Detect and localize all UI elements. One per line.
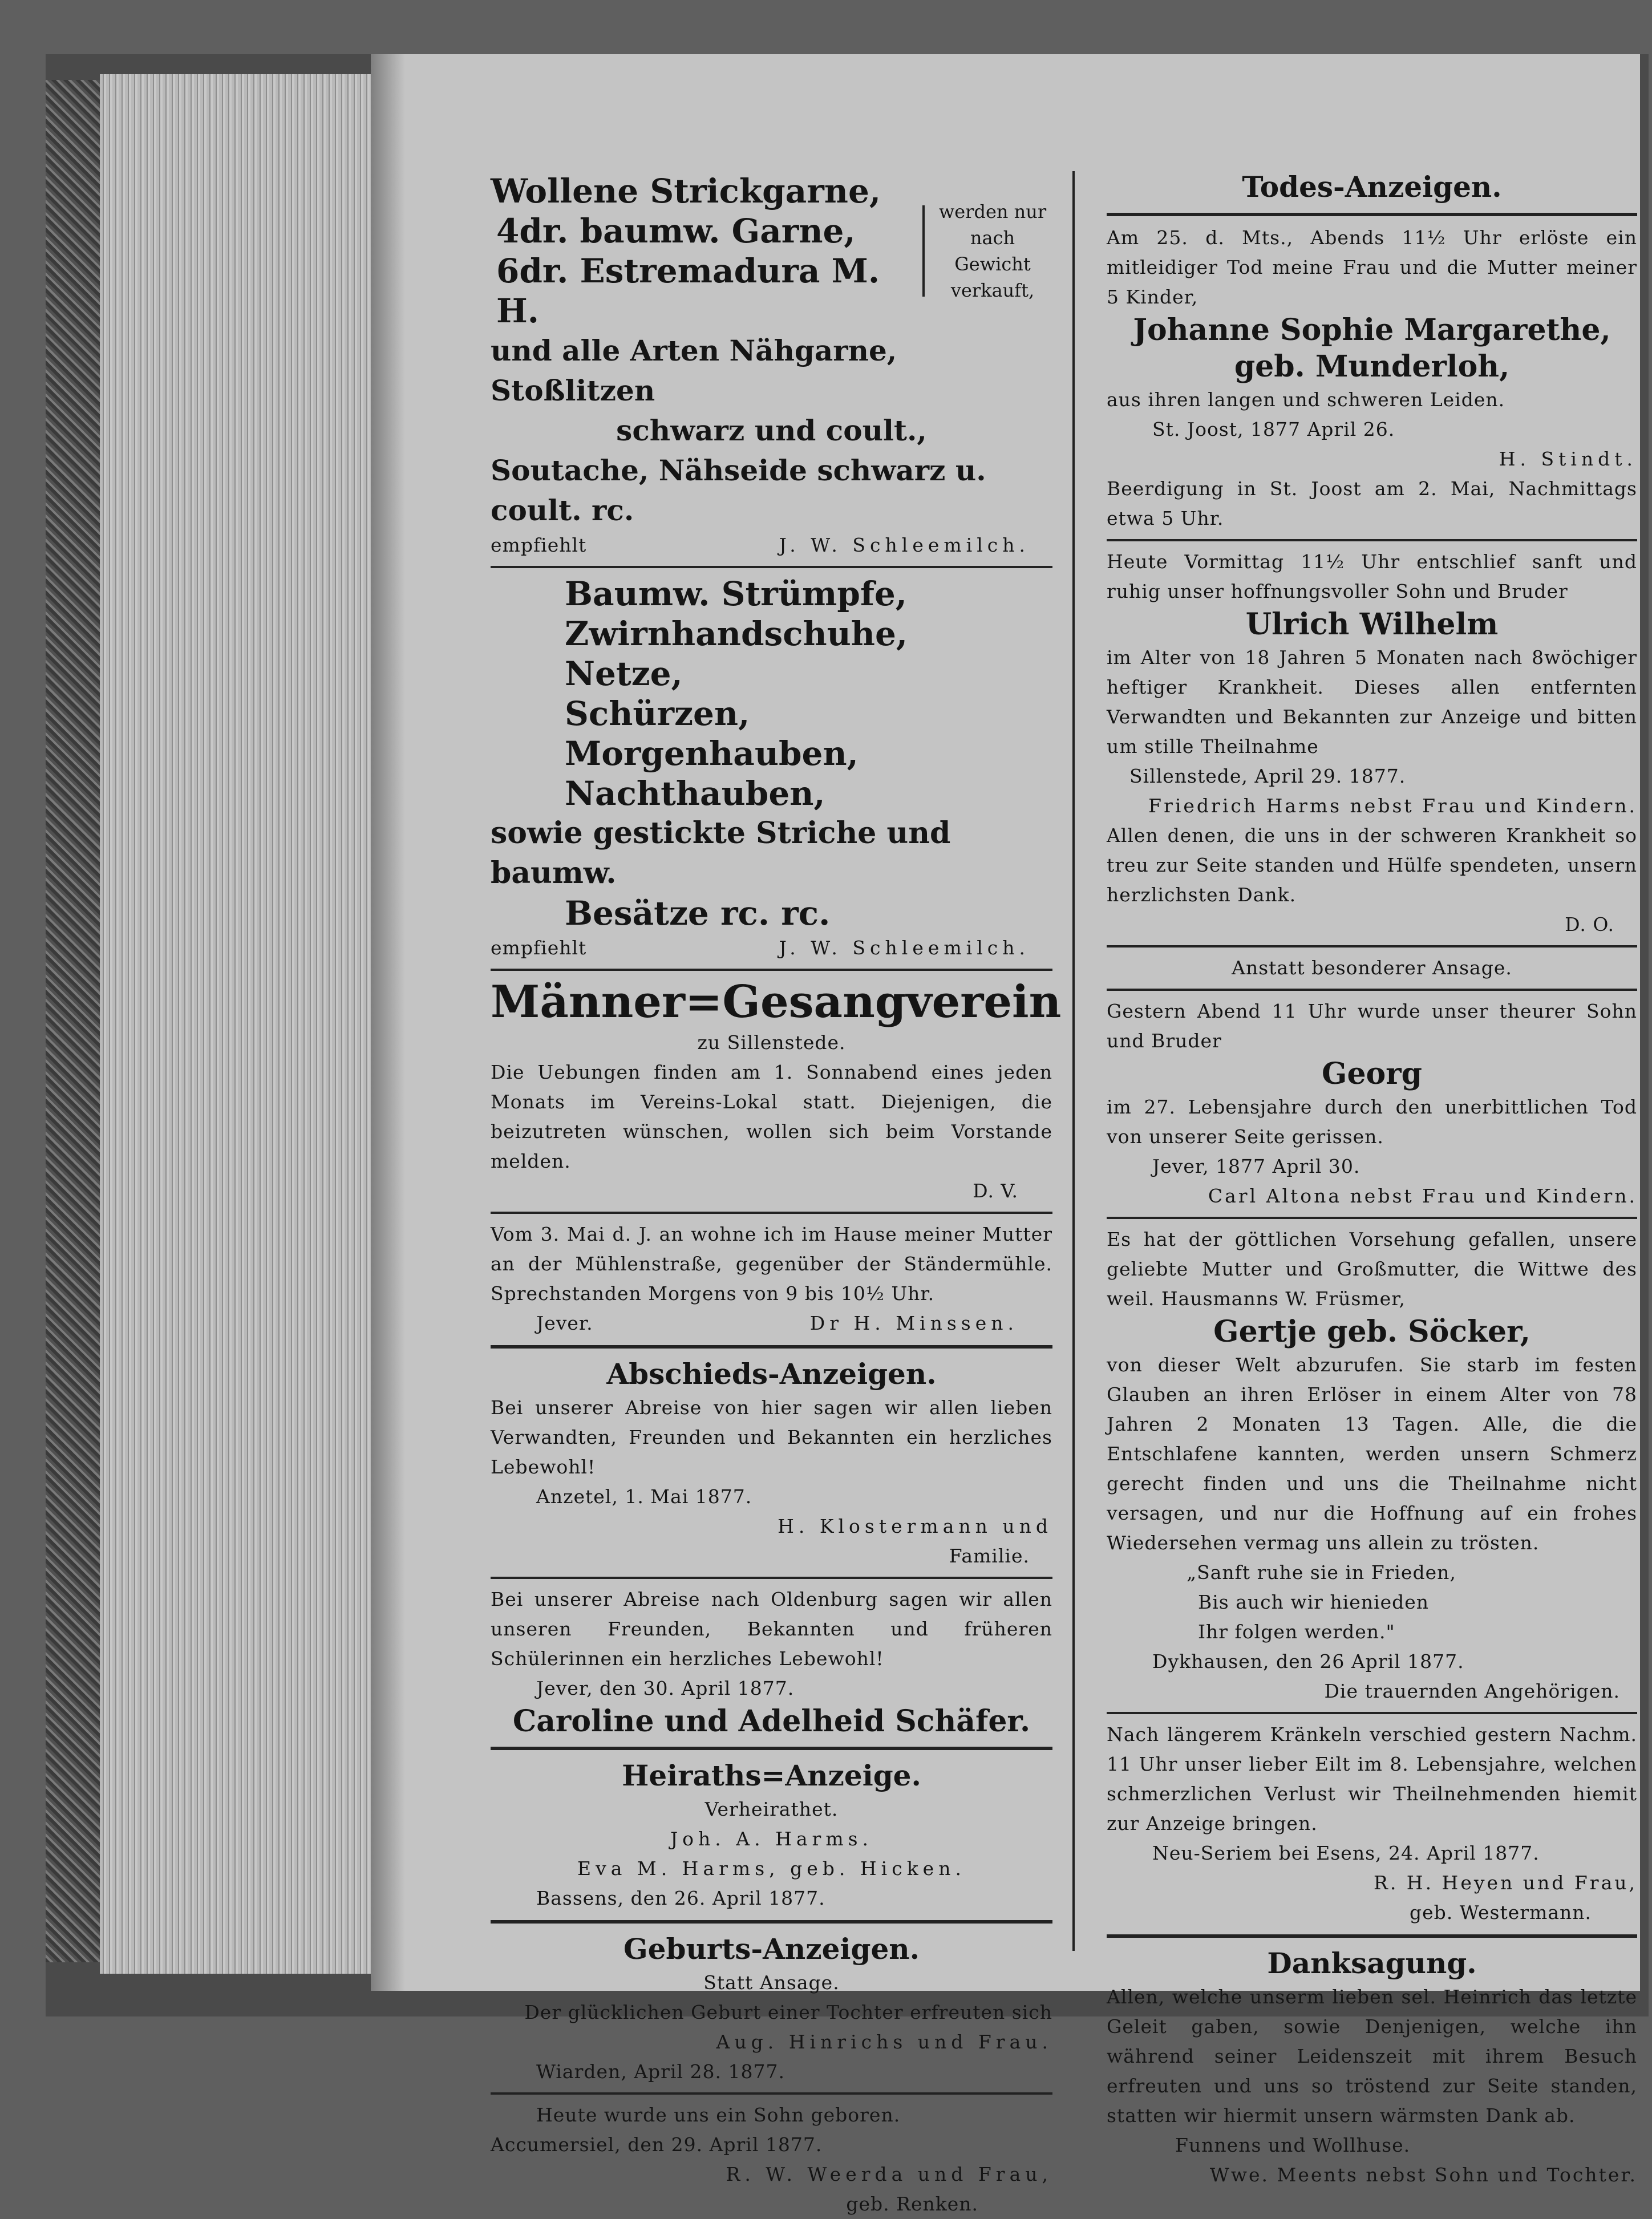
farewell-text-2: Bei unserer Abreise nach Oldenburg sagen wir allen unseren Freunden, Bekannten und früheren Schülerinnen ein herzliches Lebewohl! — [491, 1588, 1052, 1670]
section-rule-thick — [491, 1345, 1052, 1349]
birth-date-1: Wiarden, April 28. 1877. — [536, 2060, 785, 2083]
death-3-head: Anstatt besonderer Ansage. — [1232, 957, 1512, 979]
section-rule — [491, 1212, 1052, 1214]
death-5-signer-2: geb. Westermann. — [1410, 1901, 1592, 1924]
death-notices — [1107, 168, 1637, 1928]
wool-side-line: verkauft, — [950, 280, 1035, 301]
death-1-signer: H. Stindt. — [1499, 448, 1637, 470]
death-2-after: im Alter von 18 Jahren 5 Monaten nach 8wöchiger heftiger Krankheit. Dieses allen entfernten Verwandten und Bekannten zur Anzeige und bitten um stille Theilnahme — [1107, 646, 1637, 758]
section-rule — [491, 2092, 1052, 2095]
birth-notices — [491, 1930, 1052, 2219]
advert-signer: J. W. Schleemilch. — [779, 534, 1030, 556]
death-4-name: Gertje geb. Söcker, — [1213, 1314, 1530, 1349]
marriage-sub: Verheirathet. — [704, 1798, 839, 1820]
section-rule — [491, 969, 1052, 971]
stockings-advert — [491, 574, 1052, 813]
farewell-date-1: Anzetel, 1. Mai 1877. — [536, 1485, 752, 1508]
section-rule-thick — [491, 1920, 1052, 1924]
wool-more-line: Soutache, Nähseide schwarz u. coult. rc. — [491, 453, 986, 527]
death-3-signer: Carl Altona nebst Frau und Kindern. — [1208, 1185, 1637, 1207]
birth-text-1: Der glücklichen Geburt einer Tochter erfreuten sich — [524, 2001, 1052, 2023]
death-4-date: Dykhausen, den 26 April 1877. — [1152, 1650, 1464, 1673]
death-2-date: Sillenstede, April 29. 1877. — [1129, 765, 1406, 787]
death-4-verse: Bis auch wir hienieden — [1198, 1591, 1430, 1613]
death-4-text: Es hat der göttlichen Vorsehung gefallen, unsere geliebte Mutter und Großmutter, die Wittwe des weil. Hausmanns W. Früsmer, — [1107, 1228, 1637, 1310]
marriage-notice — [491, 1757, 1052, 1913]
birth-signer-2: R. W. Weerda und Frau, — [726, 2163, 1052, 2185]
doctor-text: Vom 3. Mai d. J. an wohne ich im Hause meiner Mutter an der Mühlenstraße, gegenüber der Ständermühle. Sprechstanden Morgens von 9 bis 10½ Uhr. — [491, 1223, 1052, 1305]
death-2-sign: D. O. — [1565, 913, 1614, 936]
marriage-date: Bassens, den 26. April 1877. — [536, 1887, 825, 1909]
wool-line: Wollene Strickgarne, — [491, 172, 881, 210]
wool-more-line: und alle Arten Nähgarne, Stoßlitzen — [491, 334, 897, 407]
death-3-name: Georg — [1322, 1056, 1422, 1091]
farewell-signer-2: Caroline und Adelheid Schäfer. — [512, 1704, 1031, 1739]
stockings-line: sowie gestickte Striche und baumw. — [491, 816, 951, 890]
section-rule — [491, 1577, 1052, 1579]
death-1-after: aus ihren langen und schweren Leiden. — [1107, 388, 1505, 411]
page-gutter-shadow — [371, 54, 405, 1991]
farewell-text-1: Bei unserer Abreise von hier sagen wir allen lieben Verwandten, Freunden und Bekannten ein herzliches Lebewohl! — [491, 1396, 1052, 1478]
farewell-signer-1b: Familie. — [949, 1545, 1030, 1567]
thanks-title: Danksagung. — [1267, 1946, 1477, 1980]
wool-advert — [491, 171, 1052, 560]
choir-text: Die Uebungen finden am 1. Sonnabend eines jeden Monats im Vereins-Lokal statt. Diejenigen, die beizutreten wünschen, wollen sich beim Vorstande melden. — [491, 1061, 1052, 1172]
section-rule — [491, 566, 1052, 568]
birth-title: Geburts-Anzeigen. — [623, 1932, 920, 1966]
death-3-date: Jever, 1877 April 30. — [1152, 1155, 1361, 1177]
marriage-name-2: Eva M. Harms, geb. Hicken. — [577, 1857, 966, 1880]
death-4-verse: „Sanft ruhe sie in Frieden, — [1187, 1561, 1456, 1584]
wool-brace-group — [491, 171, 1052, 331]
death-5-date: Neu-Seriem bei Esens, 24. April 1877. — [1152, 1842, 1540, 1864]
stockings-line: Morgenhauben, — [565, 734, 859, 773]
left-column — [491, 171, 1062, 2219]
death-5-signer: R. H. Heyen und Frau, — [1373, 1872, 1637, 1894]
farewell-notices — [491, 1355, 1052, 1740]
thanks-place: Funnens und Wollhuse. — [1175, 2134, 1411, 2156]
section-rule — [1107, 989, 1637, 991]
birth-signer-2b: geb. Renken. — [846, 2193, 978, 2215]
section-rule — [1107, 945, 1637, 947]
farewell-date-2: Jever, den 30. April 1877. — [536, 1677, 795, 1699]
section-rule-thick — [491, 1747, 1052, 1750]
recommend-label: empfiehlt — [491, 937, 587, 959]
choir-notice — [491, 976, 1062, 1206]
brace-bar — [922, 205, 925, 297]
death-4-verse: Ihr folgen werden." — [1198, 1621, 1395, 1643]
death-2-name: Ulrich Wilhelm — [1245, 607, 1499, 642]
deaths-title: Todes-Anzeigen. — [1242, 170, 1502, 204]
section-rule — [1107, 539, 1637, 541]
section-rule — [1107, 1217, 1637, 1219]
doctor-place: Jever. — [536, 1312, 593, 1334]
death-4-after: von dieser Welt abzurufen. Sie starb im festen Glauben an ihren Erlöser in einem Alter von 78 Jahren 2 Monaten 13 Tagen. Alle, die die Entschlafene kannten, werden unsern Schmerz gerecht finden und uns die Theilnahme nicht versagen, und nur die Hoffnung auf ein frohes Wiedersehen vermag uns allein zu trösten. — [1107, 1354, 1637, 1554]
death-3-text: Gestern Abend 11 Uhr wurde unser theurer Sohn und Bruder — [1107, 1000, 1637, 1052]
right-column — [1107, 168, 1637, 2190]
farewell-signer-1: H. Klostermann und — [778, 1515, 1052, 1537]
thanks-text: Allen, welche unserm lieben sel. Heinrich das letzte Geleit gaben, sowie Denjenigen, welche ihn während seiner Leidenszeit mit ihrem Besuch erfreuten und uns so tröstend zur Seite standen, statten wir hiermit unsern wärmsten Dank ab. — [1107, 1986, 1637, 2127]
speckled-book-edge — [46, 80, 100, 1962]
stockings-line: Nachthauben, — [565, 774, 825, 813]
section-rule — [1107, 1712, 1637, 1714]
farewell-title: Abschieds-Anzeigen. — [606, 1357, 937, 1391]
marriage-title: Heiraths=Anzeige. — [622, 1759, 921, 1792]
wool-line: 4dr. baumw. Garne, — [496, 212, 856, 250]
birth-date-2: Accumersiel, den 29. April 1877. — [491, 2133, 823, 2156]
death-1-name: Johanne Sophie Margarethe, geb. Munderloh, — [1133, 313, 1611, 384]
wool-line: 6dr. Estremadura M. H. — [496, 252, 880, 330]
choir-title: Männer=Gesangverein — [491, 976, 1062, 1028]
advert-signer: J. W. Schleemilch. — [779, 937, 1030, 959]
column-divider — [1072, 171, 1075, 1951]
stockings-line: Netze, — [565, 654, 683, 693]
thanks-notice — [1107, 1945, 1637, 2190]
death-1-text: Am 25. d. Mts., Abends 11½ Uhr erlöste ein mitleidiger Tod meine Frau und die Mutter meiner 5 Kinder, — [1107, 226, 1637, 308]
birth-sub: Statt Ansage. — [703, 1971, 840, 1994]
death-2-thanks: Allen denen, die uns in der schweren Krankheit so treu zur Seite standen und Hülfe spendeten, unsern herzlichsten Dank. — [1107, 824, 1637, 906]
death-2-signer: Friedrich Harms nebst Frau und Kindern. — [1148, 795, 1637, 817]
marriage-name-1: Joh. A. Harms. — [670, 1828, 873, 1850]
death-4-signer: Die trauernden Angehörigen. — [1324, 1680, 1620, 1702]
death-1-date: St. Joost, 1877 April 26. — [1152, 418, 1395, 440]
recommend-label: empfiehlt — [491, 534, 587, 556]
doctor-signer: Dr H. Minssen. — [809, 1312, 1018, 1334]
death-1-burial: Beerdigung in St. Joost am 2. Mai, Nachmittags etwa 5 Uhr. — [1107, 477, 1637, 529]
death-2-text: Heute Vormittag 11½ Uhr entschlief sanft und ruhig unser hoffnungsvoller Sohn und Bruder — [1107, 550, 1637, 602]
section-rule-thick — [1107, 213, 1637, 216]
wool-side-line: Gewicht — [954, 253, 1031, 275]
choir-sign: D. V. — [973, 1180, 1018, 1202]
death-5-text: Nach längerem Kränkeln verschied gestern Nachm. 11 Uhr unser lieber Eilt im 8. Lebensjahre, welchen schmerzlichen Verlust wir Theilnehmenden hiemit zur Anzeige bringen. — [1107, 1723, 1637, 1835]
stockings-line: Baumw. Strümpfe, — [565, 574, 907, 613]
thanks-signer: Wwe. Meents nebst Sohn und Tochter. — [1209, 2164, 1637, 2186]
page-stack-edges — [100, 74, 374, 1974]
wool-side-line: werden nur — [938, 201, 1047, 222]
choir-place: zu Sillenstede. — [697, 1031, 846, 1054]
stockings-line: Zwirnhandschuhe, — [565, 614, 908, 653]
stockings-line: Besätze rc. rc. — [565, 894, 831, 933]
stockings-line: Schürzen, — [565, 694, 750, 733]
doctor-notice — [491, 1220, 1052, 1338]
section-rule-thick — [1107, 1934, 1637, 1938]
birth-signer-1: Aug. Hinrichs und Frau. — [716, 2031, 1052, 2053]
death-3-after: im 27. Lebensjahre durch den unerbittlichen Tod von unserer Seite gerissen. — [1107, 1096, 1637, 1148]
wool-more-line: schwarz und coult., — [616, 414, 927, 447]
birth-text-2: Heute wurde uns ein Sohn geboren. — [536, 2104, 901, 2126]
wool-side-line: nach — [970, 227, 1015, 249]
